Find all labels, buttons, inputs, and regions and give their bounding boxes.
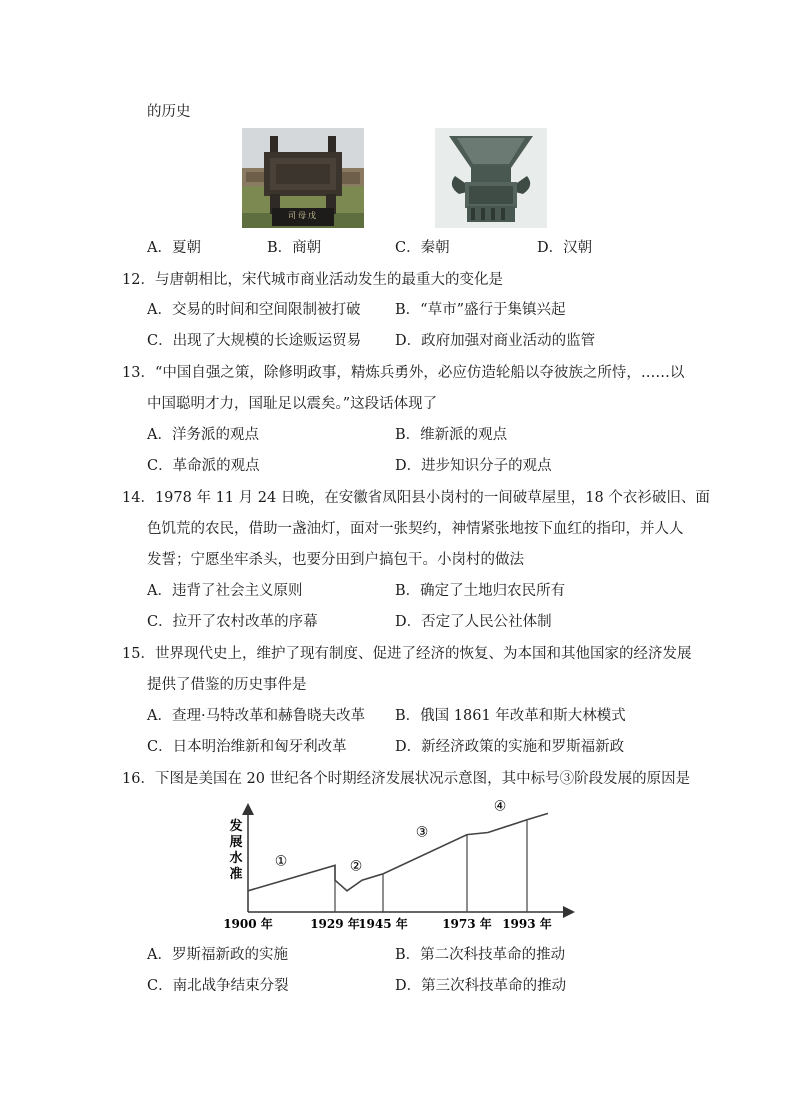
- q16-stem: 16．下图是美国在 20 世纪各个时期经济发展状况示意图，其中标号③阶段发展的原因是: [122, 771, 691, 787]
- y-axis-label-char: 水: [229, 851, 243, 866]
- q13-stem-line2: 中国聪明才力，国耻足以震矣。”这段话体现了: [147, 396, 438, 412]
- q16-option-a[interactable]: A．罗斯福新政的实施: [147, 947, 288, 963]
- plinth-inscription: 司母戊: [288, 211, 318, 220]
- q14-stem-line1: 14．1978 年 11 月 24 日晚，在安徽省凤阳县小岗村的一间破草屋里，18 个衣衫破旧、面: [122, 490, 710, 506]
- q16-option-b[interactable]: B．第二次科技革命的推动: [395, 947, 566, 963]
- x-tick-label: 1945 年: [358, 917, 408, 931]
- q15-option-b[interactable]: B．俄国 1861 年改革和斯大林模式: [395, 708, 626, 724]
- q11-option-a[interactable]: A．夏朝: [147, 240, 201, 256]
- q14-option-c[interactable]: C．拉开了农村改革的序幕: [147, 614, 318, 630]
- q12-option-b[interactable]: B．“草市”盛行于集镇兴起: [395, 302, 566, 318]
- q14-option-a[interactable]: A．违背了社会主义原则: [147, 583, 303, 599]
- q15-option-d[interactable]: D．新经济政策的实施和罗斯福新政: [395, 739, 625, 755]
- q13-option-d[interactable]: D．进步知识分子的观点: [395, 458, 552, 474]
- q16-option-d[interactable]: D．第三次科技革命的推动: [395, 978, 567, 994]
- stage-label: ④: [493, 800, 507, 815]
- q11-option-b[interactable]: B．商朝: [267, 240, 322, 256]
- q15-option-c[interactable]: C．日本明治维新和匈牙利改革: [147, 739, 347, 755]
- x-tick-label: 1973 年: [442, 917, 492, 931]
- q13-option-c[interactable]: C．革命派的观点: [147, 458, 260, 474]
- q13-stem-line1: 13．“中国自强之策，除修明政事，精炼兵勇外，必应仿造轮船以夺彼族之所恃，……以: [122, 365, 685, 381]
- q14-stem-line3: 发誓；宁愿坐牢杀头，也要分田到户搞包干。小岗村的做法: [147, 552, 524, 568]
- y-axis-label-char: 发: [229, 819, 243, 834]
- q14-option-b[interactable]: B．确定了土地归农民所有: [395, 583, 566, 599]
- q12-option-d[interactable]: D．政府加强对商业活动的监管: [395, 333, 596, 349]
- q14-option-d[interactable]: D．否定了人民公社体制: [395, 614, 552, 630]
- q13-option-b[interactable]: B．维新派的观点: [395, 427, 508, 443]
- q12-stem: 12．与唐朝相比，宋代城市商业活动发生的最重大的变化是: [122, 272, 503, 288]
- q14-stem-line2: 色饥荒的农民，借助一盏油灯，面对一张契约，神情紧张地按下血红的指印，并人人: [147, 521, 684, 537]
- x-tick-label: 1900 年: [223, 917, 273, 931]
- q13-option-a[interactable]: A．洋务派的观点: [147, 427, 259, 443]
- x-tick-label: 1993 年: [502, 917, 552, 931]
- q12-option-a[interactable]: A．交易的时间和空间限制被打破: [147, 302, 361, 318]
- q11-stem-tail: 的历史: [147, 104, 191, 120]
- simuwu-ding-photo: [242, 128, 364, 228]
- q16-option-c[interactable]: C．南北战争结束分裂: [147, 978, 289, 994]
- q12-option-c[interactable]: C．出现了大规模的长途贩运贸易: [147, 333, 362, 349]
- q15-stem-line2: 提供了借鉴的历史事件是: [147, 677, 307, 693]
- us-economy-chart: [220, 800, 580, 935]
- bronze-zun-photo: [435, 128, 547, 228]
- q15-stem-line1: 15．世界现代史上，维护了现有制度、促进了经济的恢复、为本国和其他国家的经济发展: [122, 646, 692, 662]
- y-axis-label-char: 准: [229, 867, 243, 882]
- stage-label: ③: [415, 824, 429, 841]
- q11-option-c[interactable]: C．秦朝: [395, 240, 450, 256]
- series-line: [248, 813, 548, 890]
- q11-option-d[interactable]: D．汉朝: [537, 240, 593, 256]
- y-axis-label-char: 展: [229, 835, 243, 850]
- x-tick-label: 1929 年: [310, 917, 360, 931]
- y-axis-label: [228, 818, 242, 882]
- stage-label: ①: [274, 853, 288, 870]
- stage-label: ②: [349, 858, 363, 875]
- q15-option-a[interactable]: A．查理·马特改革和赫鲁晓夫改革: [147, 708, 366, 724]
